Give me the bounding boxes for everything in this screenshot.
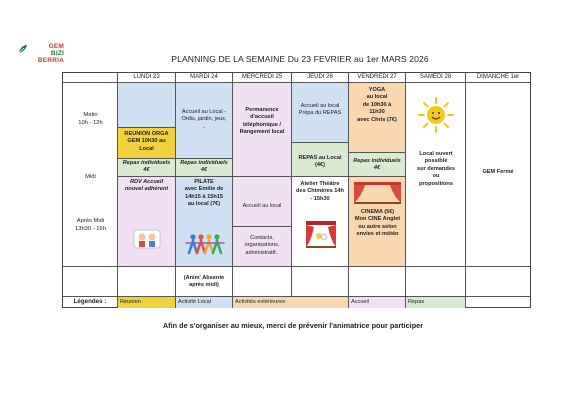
- legend-repas: Repas: [406, 297, 466, 308]
- tuesday-lunch: Repas individuels 4€: [176, 159, 233, 177]
- monday-lunch: Repas individuels 4€: [118, 159, 176, 177]
- wednesday-afternoon-accueil: Accueil au local: [233, 177, 292, 227]
- row-label-lunch: Midi: [85, 174, 96, 180]
- day-header-thursday: JEUDI 26: [292, 73, 349, 83]
- sunday-cell: GEM Fermé: [466, 83, 530, 267]
- footer-note: Afin de s'organiser au mieux, merci de prévenir l'animatrice pour participer: [162, 321, 424, 330]
- tuesday-afternoon-cell: [176, 177, 233, 267]
- row-label-morning: Matin 10h - 12h: [78, 112, 103, 126]
- monday-afternoon-cell: [118, 177, 176, 267]
- legend-activites-exterieures: Activités extérieures: [233, 297, 349, 308]
- monday-morning-reunion: REUNION ORGA GEM 10h30 au Local: [118, 128, 176, 159]
- day-header-monday: LUNDI 23: [118, 73, 176, 83]
- day-header-sunday: DIMANCHE 1er: [466, 73, 530, 83]
- saturday-text: Local ouvert possible sur demandes ou propositions: [417, 151, 455, 187]
- logo-line-bizi: BIZI: [50, 50, 64, 57]
- page-title: PLANNING DE LA SEMAINE Du 23 FEVRIER au 1er MARS 2026: [171, 54, 429, 64]
- legend-activite-local: Activité Local: [176, 297, 233, 308]
- time-label-column: [63, 83, 118, 267]
- wednesday-afternoon-admin: Contacts, organisations, administratif..: [233, 227, 292, 267]
- note-row-thursday: [292, 267, 349, 297]
- gem-logo: [16, 40, 64, 70]
- note-row-saturday: [406, 267, 466, 297]
- friday-lunch: Repas individuels 4€: [349, 153, 406, 177]
- header-empty: [63, 73, 118, 83]
- logo-leaf-icon: [18, 44, 28, 54]
- note-row-label: [63, 267, 118, 297]
- day-header-saturday: SAMEDI 28: [406, 73, 466, 83]
- legend-reunion: Réunion: [118, 297, 176, 308]
- thursday-afternoon-cell: [292, 177, 349, 267]
- row-label-afternoon: Après Midi 13h30 - 16h: [75, 218, 106, 232]
- legend-empty: [466, 297, 530, 308]
- saturday-cell: [406, 83, 466, 267]
- theatre-curtain-icon: [305, 219, 337, 249]
- friday-afternoon-text: CINEMA (5€) Mon CINE Anglet ou autre selon envies et météo: [354, 209, 401, 238]
- day-header-friday: VENDREDI 27: [349, 73, 406, 83]
- welcome-illustration-icon: [132, 222, 162, 252]
- thursday-afternoon-text: Atelier Théâtre des Chimères 14h - 15h30: [296, 181, 344, 202]
- legend-accueil: Accueil: [349, 297, 406, 308]
- note-row-wednesday: [233, 267, 292, 297]
- sun-icon: [418, 97, 454, 133]
- tuesday-morning: Accueil au Local - Ordis, jardin, jeux, ..: [176, 83, 233, 159]
- note-row-friday: [349, 267, 406, 297]
- tuesday-note: (Anim' Absente après midi): [176, 267, 233, 297]
- note-row-sunday: [466, 267, 530, 297]
- tuesday-afternoon-text: PILATE avec Emilie de 14h15 à 15h15 au local (7€): [184, 179, 224, 208]
- weekly-planning-table: [62, 72, 531, 308]
- day-header-tuesday: MARDI 24: [176, 73, 233, 83]
- wednesday-morning: Permanence d'accueil téléphonique / Rangement local: [233, 83, 292, 177]
- cinema-stage-icon: [353, 181, 402, 205]
- thursday-morning: Accueil au local Prépa du REPAS: [292, 83, 349, 143]
- logo-line-gem: GEM: [48, 43, 64, 50]
- friday-morning: YOGA au local de 10h30 à 11h30 avec Chris (7€): [349, 83, 406, 153]
- friday-afternoon-cell: [349, 177, 406, 267]
- note-row-monday: [118, 267, 176, 297]
- pilates-people-icon: [184, 229, 226, 255]
- monday-afternoon-text: RDV Accueil nouvel adhérent: [124, 179, 169, 193]
- day-header-wednesday: MERCREDI 25: [233, 73, 292, 83]
- logo-line-berria: BERRIA: [37, 57, 64, 64]
- monday-morning-empty: [118, 83, 176, 128]
- thursday-lunch: REPAS au Local (4€): [292, 143, 349, 177]
- legend-label: Légendes :: [63, 297, 118, 308]
